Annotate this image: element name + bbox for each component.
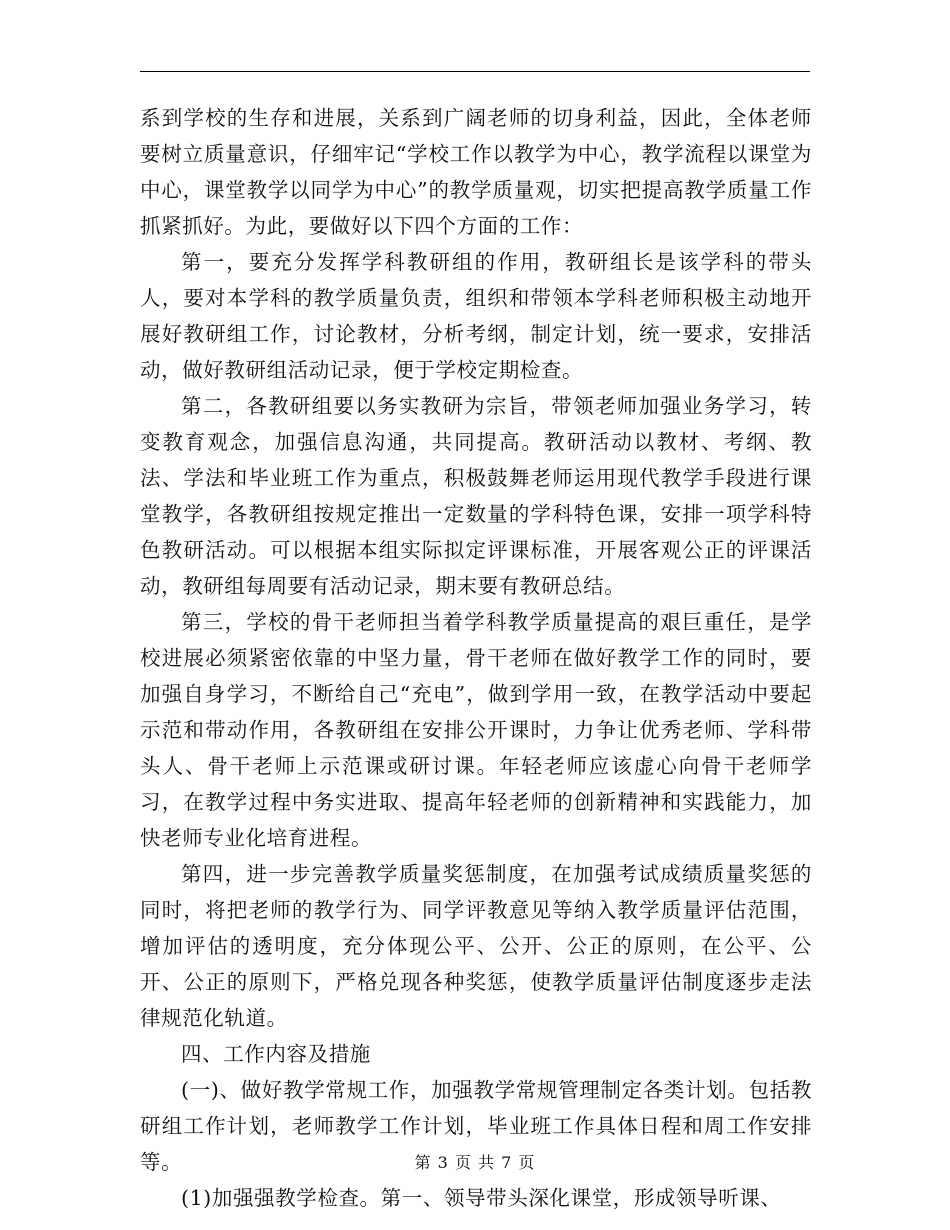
page-number-footer: 第 3 页 共 7 页: [414, 1153, 536, 1172]
section-heading: 四、工作内容及措施: [181, 1042, 371, 1066]
paragraph-third-point: 第三，学校的骨干老师担当着学科教学质量提高的艰巨重任，是学校进展必须紧密依靠的中坚力量，骨干老师在做好教学工作的同时，要加强自身学习，不断给自己“充电”，做到学用一致，在教学活动中要起示范和带动作用，各教研组在安排公开课时，力争让优秀老师、学科带头人、骨干老师上示范课或研讨课。年轻老师应该虚心向骨干老师学习，在教学过程中务实进取、提高年轻老师的创新精神和实践能力，加快老师专业化培育进程。: [140, 610, 812, 850]
paragraph-item-one: (1)加强强教学检查。第一、领导带头深化课堂，形成领导听课、: [181, 1186, 782, 1210]
paragraph-first-point: 第一，要充分发挥学科教研组的作用，教研组长是该学科的带头人，要对本学科的教学质量负责，组织和带领本学科老师积极主动地开展好教研组工作，讨论教材，分析考纲，制定计划，统一要求，安排活动，做好教研组活动记录，便于学校定期检查。: [140, 250, 812, 382]
paragraph-subsection-one: (一)、做好教学常规工作，加强教学常规管理制定各类计划。包括教研组工作计划，老师教学工作计划，毕业班工作具体日程和周工作安排等。: [140, 1078, 812, 1174]
header-rule: [140, 71, 810, 72]
paragraph-second-point: 第二，各教研组要以务实教研为宗旨，带领老师加强业务学习，转变教育观念，加强信息沟通，共同提高。教研活动以教材、考纲、教法、学法和毕业班工作为重点，积极鼓舞老师运用现代教学手段进行课堂教学，各教研组按规定推出一定数量的学科特色课，安排一项学科特色教研活动。可以根据本组实际拟定评课标准，开展客观公正的评课活动，教研组每周要有活动记录，期末要有教研总结。: [140, 394, 812, 598]
paragraph-fourth-point: 第四，进一步完善教学质量奖惩制度，在加强考试成绩质量奖惩的同时，将把老师的教学行为、同学评教意见等纳入教学质量评估范围，增加评估的透明度，充分体现公平、公开、公正的原则，在公平、公开、公正的原则下，严格兑现各种奖惩，使教学质量评估制度逐步走法律规范化轨道。: [140, 862, 812, 1030]
paragraph-continuation: 系到学校的生存和进展，关系到广阔老师的切身利益，因此，全体老师要树立质量意识，仔细牢记“学校工作以教学为中心，教学流程以课堂为中心，课堂教学以同学为中心”的教学质量观，切实把提高教学质量工作抓紧抓好。为此，要做好以下四个方面的工作：: [140, 106, 812, 238]
document-body: [140, 100, 812, 1216]
